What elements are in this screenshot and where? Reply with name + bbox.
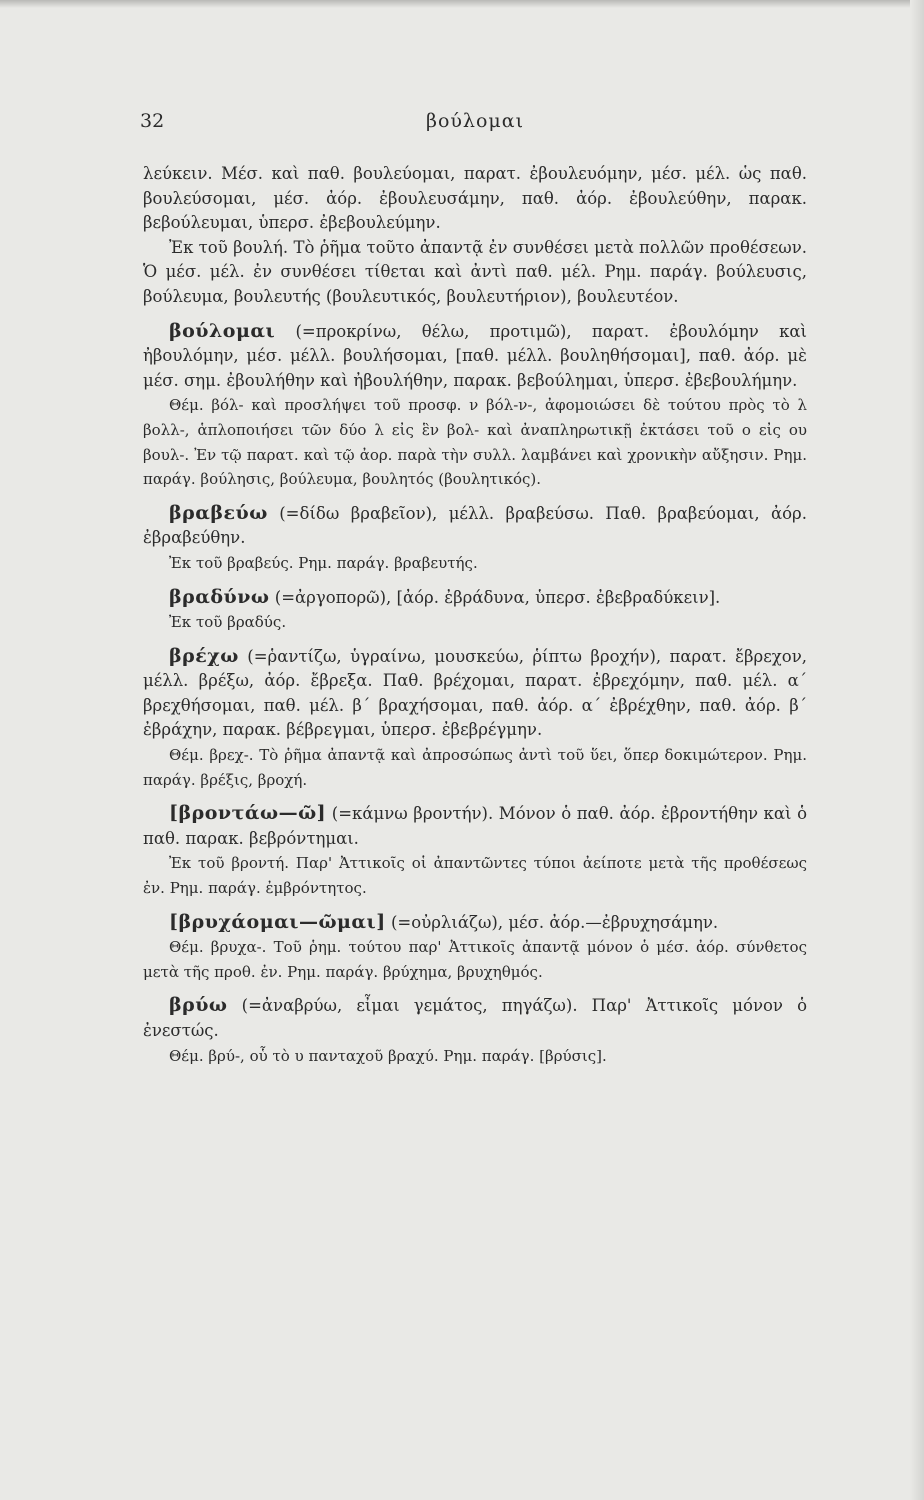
entry-definition: (=δίδω βραβεῖον), μέλλ. βραβεύσω. Παθ. βραβεύομαι, ἀόρ. ἐβραβεύθην. <box>143 503 808 548</box>
entry-headword: [βροντάω—ῶ] <box>169 802 327 825</box>
entry-headword: βούλομαι <box>169 319 276 342</box>
dictionary-entry <box>143 910 807 936</box>
entry-note: Θέμ. βρυχα-. Τοῦ ῥημ. τούτου παρ' Ἀττικοῖς ἀπαντᾷ μόνον ὁ μέσ. ἀόρ. σύνθετος μετὰ τῆς προθ. ἐν. Ρημ. παράγ. βρύχημα, βρυχηθμός. <box>143 938 807 981</box>
entry-definition: (=κάμνω βροντήν). Μόνον ὁ παθ. ἀόρ. ἐβροντήθην καὶ ὁ παθ. παρακ. βεβρόντημαι. <box>143 804 807 848</box>
entry-headword: βρύω <box>169 994 228 1017</box>
entry-paragraph: λεύκειν. Μέσ. καὶ παθ. βουλεύομαι, παρατ. ἐβουλευόμην, μέσ. μέλ. ὡς παθ. βουλεύσομαι, μέσ. ἀόρ. ἐβουλευσάμην, παθ. ἀόρ. ἐβουλεύθην, παρακ. βεβούλευμαι, ὑπερσ. ἐβεβουλεύμην. <box>143 164 807 233</box>
dictionary-entry <box>143 501 807 551</box>
dictionary-entry <box>143 585 807 611</box>
page-body <box>143 162 807 1068</box>
entry-definition: (=οὐρλιάζω), μέσ. ἀόρ.—ἐβρυχησάμην. <box>391 912 719 932</box>
entry-definition: (=ἀργοπορῶ), [ἀόρ. ἐβράδυνα, ὑπερσ. ἐβεβραδύκειν]. <box>274 587 721 607</box>
entry-note: Θέμ. βρύ-, οὗ τὸ υ πανταχοῦ βραχύ. Ρημ. παράγ. [βρύσις]. <box>169 1046 607 1065</box>
entry-definition: (=ῥαντίζω, ὑγραίνω, μουσκεύω, ῥίπτω βροχήν), παρατ. ἔβρεχον, μέλλ. βρέξω, ἀόρ. ἔβρεξα. Παθ. βρέχομαι, παρατ. ἐβρεχόμην, παθ. μέλ. α΄ βρεχθήσομαι, παθ. μέλ. β΄ βραχήσομαι, παθ. ἀόρ. α΄ ἐβρέχθην, παθ. ἀόρ. β΄ ἐβράχην, παρακ. βέβρεγμαι, ὑπερσ. ἐβεβρέγμην. <box>143 646 807 740</box>
entry-definition: (=ἀναβρύω, εἶμαι γεμάτος, πηγάζω). Παρ' Ἀττικοῖς μόνον ὁ ἐνεστώς. <box>143 996 807 1040</box>
dictionary-entry <box>143 319 807 394</box>
page-number: 32 <box>140 110 165 132</box>
entry-note: Ἐκ τοῦ βουλή. Τὸ ῥῆμα τοῦτο ἀπαντᾷ ἐν συνθέσει μετὰ πολλῶν προθέσεων. Ὁ μέσ. μέλ. ἐν συνθέσει τίθεται καὶ ἀντὶ παθ. μέλ. Ρημ. παράγ. βούλευσις, βούλευμα, βουλευτής (βουλευτικός, βουλευτήριον), βουλευτέον. <box>143 237 807 306</box>
scan-right-edge <box>910 0 924 1500</box>
entry-note: Θέμ. βόλ- καὶ προσλήψει τοῦ προσφ. ν βόλ-ν-, ἀφομοιώσει δὲ τούτου πρὸς τὸ λ βολλ-, ἁπλοποιήσει τῶν δύο λ εἰς ἓν βολ- καὶ ἀναπληρωτικῇ ἐκτάσει τοῦ ο εἰς ου βουλ-. Ἐν τῷ παρατ. καὶ τῷ ἀορ. παρὰ τὴν συλλ. λαμβάνει καὶ χρονικὴν αὔξησιν. Ρημ. παράγ. βούλησις, βούλευμα, βουλητός (βουλητικός). <box>143 396 807 489</box>
dictionary-entry <box>143 993 807 1043</box>
entry-note: Ἐκ τοῦ βραδύς. <box>169 613 287 632</box>
scan-top-edge <box>0 0 924 8</box>
dictionary-entry <box>143 801 807 851</box>
entry-headword: [βρυχάομαι—ῶμαι] <box>169 910 386 933</box>
entry-headword: βρέχω <box>169 644 239 667</box>
dictionary-entry <box>143 644 807 743</box>
entry-note: Ἐκ τοῦ βραβεύς. Ρημ. παράγ. βραβευτής. <box>169 553 478 572</box>
entry-note: Θέμ. βρεχ-. Τὸ ῥῆμα ἀπαντᾷ καὶ ἀπροσώπως ἀντὶ τοῦ ὕει, ὅπερ δοκιμώτερον. Ρημ. παράγ. βρέξις, βροχή. <box>143 746 807 789</box>
entry-headword: βραδύνω <box>169 585 270 608</box>
running-head: βούλομαι <box>425 110 525 132</box>
entry-note: Ἐκ τοῦ βροντή. Παρ' Ἀττικοῖς οἱ ἀπαντῶντες τύποι ἀείποτε μετὰ τῆς προθέσεως ἐν. Ρημ. παράγ. ἐμβρόντητος. <box>143 854 807 898</box>
entry-headword: βραβεύω <box>169 501 268 524</box>
entry-definition: (=προκρίνω, θέλω, προτιμῶ), παρατ. ἐβουλόμην καὶ ἠβουλόμην, μέσ. μέλλ. βουλήσομαι, [παθ. μέλλ. βουληθήσομαι], παθ. ἀόρ. μὲ μέσ. σημ. ἐβουλήθην καὶ ἠβουλήθην, παρακ. βεβούλημαι, ὑπερσ. ἐβεβουλήμην. <box>143 321 807 390</box>
